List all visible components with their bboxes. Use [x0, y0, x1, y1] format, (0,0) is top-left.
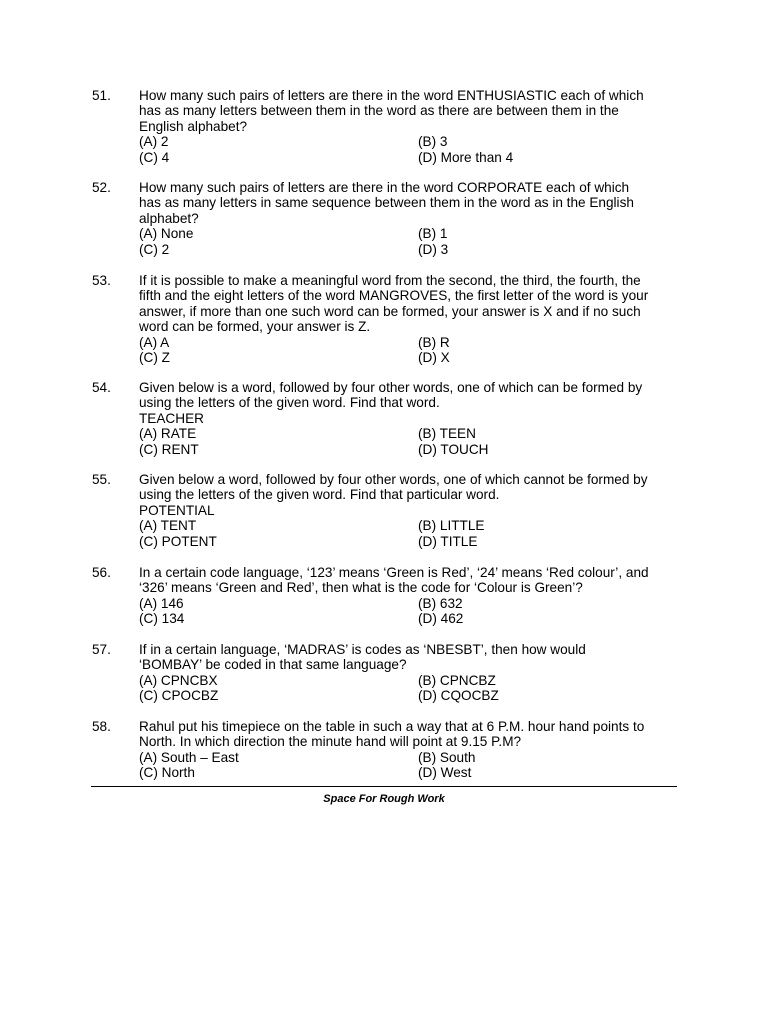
- question-number: 58.: [92, 719, 111, 734]
- option-b: (B) 632: [418, 595, 463, 611]
- question-number: 56.: [92, 565, 111, 580]
- option-a: (A) 2: [139, 134, 169, 150]
- question-text: How many such pairs of letters are there in the word ENTHUSIASTIC each of which has as many letters between them in the word as there are between them in the English alphabet?: [139, 88, 644, 134]
- option-c: (C) North: [139, 765, 195, 781]
- option-b: (B) South: [418, 749, 476, 765]
- option-c: (C) 4: [139, 149, 170, 165]
- options: [139, 426, 679, 457]
- option-d: (D) CQOCBZ: [418, 688, 499, 704]
- option-a: (A) South – East: [139, 749, 239, 765]
- option-a: (A) TENT: [139, 518, 197, 534]
- question-number: 51.: [92, 88, 111, 103]
- question-number: 54.: [92, 380, 111, 395]
- option-b: (B) R: [418, 334, 450, 350]
- option-d: (D) X: [418, 350, 450, 366]
- option-c: (C) 2: [139, 241, 170, 257]
- option-d: (D) 3: [418, 241, 449, 257]
- option-d: (D) TITLE: [418, 533, 478, 549]
- question-text: If in a certain language, ‘MADRAS’ is codes as ‘NBESBT’, then how would ‘BOMBAY’ be coded in that same language?: [139, 642, 586, 673]
- options: [139, 750, 679, 781]
- question-number: 52.: [92, 180, 111, 195]
- option-d: (D) More than 4: [418, 149, 514, 165]
- option-a: (A) 146: [139, 595, 184, 611]
- option-a: (A) RATE: [139, 426, 197, 442]
- option-b: (B) CPNCBZ: [418, 672, 496, 688]
- question-text: In a certain code language, ‘123’ means ‘Green is Red’, ‘24’ means ‘Red colour’, and ‘326’ means ‘Green and Red’, then what is the code for ‘Colour is Green’?: [139, 565, 649, 596]
- options: [139, 673, 679, 704]
- options: [139, 596, 679, 627]
- option-a: (A) CPNCBX: [139, 672, 218, 688]
- option-d: (D) TOUCH: [418, 441, 489, 457]
- option-c: (C) 134: [139, 611, 185, 627]
- question-text: Given below a word, followed by four other words, one of which cannot be formed by using the letters of the given word. Find that particular word. POTENTIAL: [139, 472, 648, 518]
- divider: [91, 786, 677, 787]
- question-text: If it is possible to make a meaningful word from the second, the third, the fourth, the fifth and the eight letters of the word MANGROVES, the first letter of the word is your answer, if more than one such word can be formed, your answer is X and if no such word can be formed, your answer is Z.: [139, 273, 649, 335]
- option-d: (D) 462: [418, 611, 464, 627]
- option-c: (C) POTENT: [139, 533, 217, 549]
- option-c: (C) CPOCBZ: [139, 688, 219, 704]
- option-b: (B) 1: [418, 226, 448, 242]
- option-b: (B) TEEN: [418, 426, 476, 442]
- options: [139, 335, 679, 366]
- options: [139, 134, 679, 165]
- option-c: (C) Z: [139, 350, 170, 366]
- option-c: (C) RENT: [139, 441, 199, 457]
- options: [139, 226, 679, 257]
- option-a: (A) A: [139, 334, 170, 350]
- options: [139, 518, 679, 549]
- question-text: Rahul put his timepiece on the table in such a way that at 6 P.M. hour hand points to North. In which direction the minute hand will point at 9.15 P.M?: [139, 719, 645, 750]
- option-b: (B) 3: [418, 134, 448, 150]
- question-number: 53.: [92, 273, 111, 288]
- option-a: (A) None: [139, 226, 194, 242]
- option-b: (B) LITTLE: [418, 518, 485, 534]
- question-number: 55.: [92, 472, 111, 487]
- question-text: How many such pairs of letters are there in the word CORPORATE each of which has as many letters in same sequence between them in the word as in the English alphabet?: [139, 180, 634, 226]
- rough-work-label: Space For Rough Work: [323, 793, 445, 805]
- option-d: (D) West: [418, 765, 472, 781]
- question-text: Given below is a word, followed by four other words, one of which can be formed by using the letters of the given word. Find that word. TEACHER: [139, 380, 643, 426]
- question-number: 57.: [92, 642, 111, 657]
